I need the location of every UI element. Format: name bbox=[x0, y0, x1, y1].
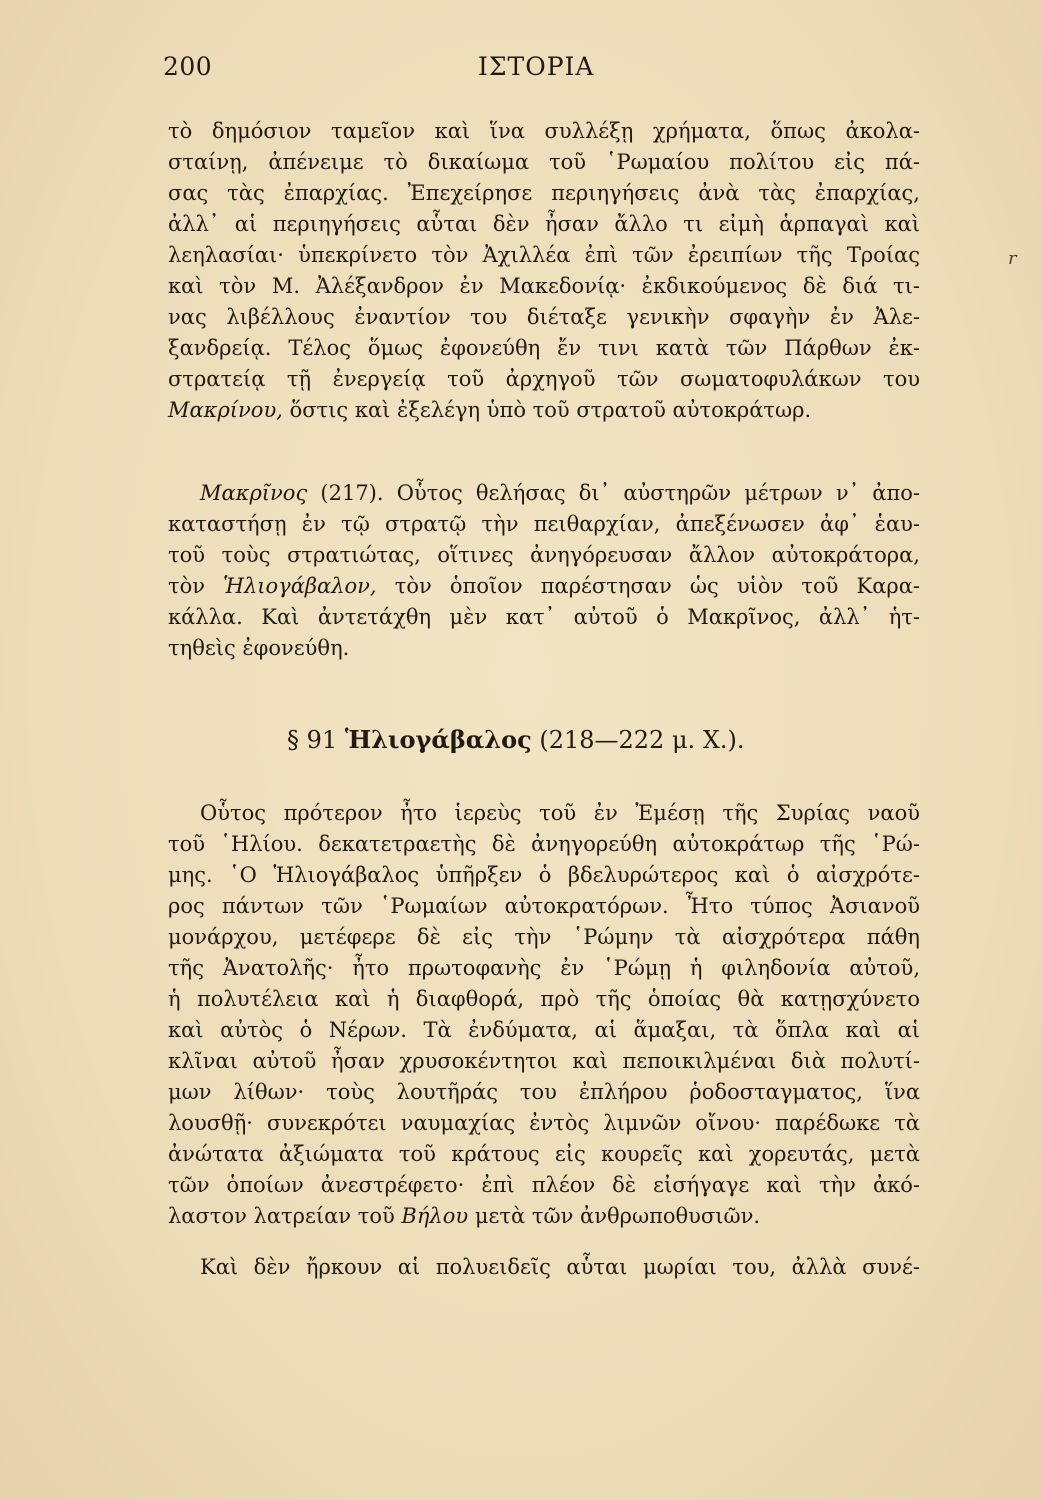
section-marker: § 91 bbox=[287, 726, 338, 754]
name-heliogabalus: Ἡλιογάβαλον, bbox=[223, 574, 377, 598]
text-line: Οὗτος πρότερον ἦτο ἱερεὺς τοῦ ἐν Ἐμέσῃ τῆς Συρίας ναοῦ bbox=[200, 801, 920, 825]
text-line: τοῦ τοὺς στρατιώτας, οἵτινες ἀνηγόρευσαν ἄλλον αὐτοκράτορα, bbox=[168, 543, 920, 567]
text-line: κλῖναι αὐτοῦ ἦσαν χρυσοκέντητοι καὶ πεποικιλμέναι διὰ πολυτί- bbox=[168, 1049, 920, 1073]
text-line: ἡ πολυτέλεια καὶ ἡ διαφθορά, πρὸ τῆς ὁποίας θὰ κατῃσχύνετο bbox=[168, 987, 920, 1011]
text-line: ἀλλ᾽ αἱ περιηγήσεις αὗται δὲν ἦσαν ἄλλο τι εἰμὴ ἁρπαγαὶ καὶ bbox=[168, 212, 920, 236]
text-line: τῶν ὁποίων ἀνεστρέφετο· ἐπὶ πλέον δὲ εἰσήγαγε καὶ τὴν ἀκό- bbox=[168, 1173, 920, 1197]
text-line: τοῦ ῾Ηλίου. δεκατετραετὴς δὲ ἀνηγορεύθη αὐτοκράτωρ τῆς ῾Ρώ- bbox=[168, 832, 920, 856]
text-line: κάλλα. Καὶ ἀντετάχθη μὲν κατ᾽ αὐτοῦ ὁ Μακρῖνος, ἀλλ᾽ ἡτ- bbox=[168, 605, 920, 629]
paragraph-2 bbox=[168, 478, 920, 664]
section-name: Ἡλιογάβαλος bbox=[344, 725, 532, 754]
text-line: μων λίθων· τοὺς λουτῆράς του ἐπλήρου ῥοδοσταγματος, ἵνα bbox=[168, 1080, 920, 1104]
margin-mark: r bbox=[1008, 248, 1017, 269]
page-number: 200 bbox=[163, 52, 213, 81]
running-title: ΙΣΤΟΡΙΑ bbox=[478, 52, 595, 81]
text-line: τὸ δημόσιον ταμεῖον καὶ ἵνα συλλέξῃ χρήματα, ὅπως ἀκολα- bbox=[168, 119, 920, 143]
text-line bbox=[168, 1201, 920, 1232]
text-fragment: ὅστις καὶ ἐξελέγη ὑπὸ τοῦ στρατοῦ αὐτοκράτωρ. bbox=[282, 398, 812, 422]
text-line: καὶ αὐτὸς ὁ Νέρων. Τὰ ἐνδύματα, αἱ ἅμαξαι, τὰ ὅπλα καὶ αἱ bbox=[168, 1018, 920, 1042]
paragraph-4 bbox=[168, 1252, 920, 1283]
text-line: ρος πάντων τῶν ῾Ρωμαίων αὐτοκρατόρων. Ἦτο τύπος Ἀσιανοῦ bbox=[168, 894, 920, 918]
text-line: λεηλασίαι· ὑπεκρίνετο τὸν Ἀχιλλέα ἐπὶ τῶν ἐρειπίων τῆς Τροίας bbox=[168, 243, 920, 267]
text-line: σταίνῃ, ἀπένειμε τὸ δικαίωμα τοῦ ῾Ρωμαίου πολίτου εἰς πά- bbox=[168, 150, 920, 174]
text-fragment: (217). Οὗτος θελήσας δι᾽ αὐστηρῶν μέτρων ν᾽ ἀπο- bbox=[307, 481, 920, 505]
text-line: μονάρχου, μετέφερε δὲ εἰς τὴν ῾Ρώμην τὰ αἰσχρότερα πάθη bbox=[168, 925, 920, 949]
text-line: νας λιβέλλους ἐναντίον του διέταξε γενικὴν σφαγὴν ἐν Ἀλε- bbox=[168, 305, 920, 329]
section-dates: (218—222 μ. Χ.). bbox=[539, 726, 745, 754]
text-line: καταστήσῃ ἐν τῷ στρατῷ τὴν πειθαρχίαν, ἀπεξένωσεν ἀφ᾽ ἑαυ- bbox=[168, 512, 920, 536]
text-fragment: λαστον λατρείαν τοῦ bbox=[168, 1204, 402, 1228]
section-heading bbox=[287, 725, 745, 754]
text-line: λουσθῇ· συνεκρότει ναυμαχίας ἐντὸς λιμνῶν οἴνου· παρέδωκε τὰ bbox=[168, 1111, 920, 1135]
name-macrinus: Μακρίνου, bbox=[168, 398, 283, 422]
text-line bbox=[168, 395, 920, 426]
paragraph-3 bbox=[168, 798, 920, 1232]
text-line bbox=[168, 478, 920, 509]
page-header bbox=[163, 52, 923, 92]
text-fragment: τὸν ὁποῖον παρέστησαν ὡς υἱὸν τοῦ Καρα- bbox=[376, 574, 920, 598]
text-line: μης. ῾Ο Ἡλιογάβαλος ὑπῆρξεν ὁ βδελυρώτερος καὶ ὁ αἰσχρότε- bbox=[168, 863, 920, 887]
text-line: καὶ τὸν Μ. Ἀλέξανδρον ἐν Μακεδονίᾳ· ἐκδικούμενος δὲ διά τι- bbox=[168, 274, 920, 298]
text-line: ξανδρείᾳ. Τέλος ὅμως ἐφονεύθη ἔν τινι κατὰ τῶν Πάρθων ἐκ- bbox=[168, 336, 920, 360]
text-line: ἀνώτατα ἀξιώματα τοῦ κράτους εἰς κουρεῖς καὶ χορευτάς, μετὰ bbox=[168, 1142, 920, 1166]
text-line: στρατείᾳ τῇ ἐνεργείᾳ τοῦ ἀρχηγοῦ τῶν σωματοφυλάκων του bbox=[168, 367, 920, 391]
text-fragment: τὸν bbox=[168, 574, 224, 598]
name-macrinus-heading: Μακρῖνος bbox=[200, 481, 308, 505]
paragraph-1 bbox=[168, 116, 920, 426]
text-fragment: μετὰ τῶν ἀνθρωποθυσιῶν. bbox=[468, 1204, 761, 1228]
text-line bbox=[168, 571, 920, 602]
text-line: Καὶ δὲν ἤρκουν αἱ πολυειδεῖς αὗται μωρίαι του, ἀλλὰ συνέ- bbox=[200, 1255, 920, 1279]
text-line: τῆς Ἀνατολῆς· ἦτο πρωτοφανὴς ἐν ῾Ρώμῃ ἡ φιληδονία αὐτοῦ, bbox=[168, 956, 920, 980]
text-line: τηθεὶς ἐφονεύθη. bbox=[168, 636, 350, 660]
name-belus: Βήλου bbox=[401, 1204, 469, 1228]
text-line: σας τὰς ἐπαρχίας. Ἐπεχείρησε περιηγήσεις ἀνὰ τὰς ἐπαρχίας, bbox=[168, 181, 920, 205]
